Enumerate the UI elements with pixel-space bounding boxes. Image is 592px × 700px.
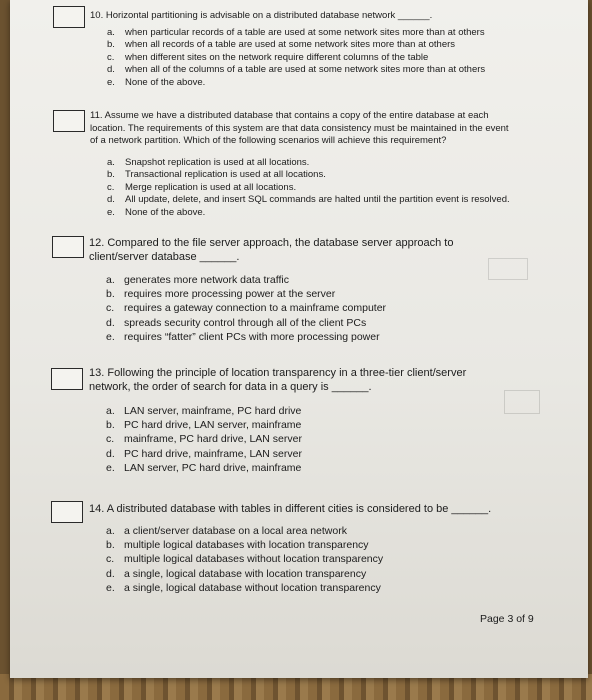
option-text: generates more network data traffic: [124, 274, 289, 286]
question-text-q13: 13. Following the principle of location transparency in a three-tier client/server network, the order of search for data in a query is ______.: [89, 367, 467, 393]
exam-page: [10, 0, 588, 678]
option-letter: d.: [106, 567, 115, 580]
option-q12-d[interactable]: [106, 316, 386, 330]
option-letter: c.: [107, 51, 115, 63]
answer-box-q14[interactable]: [51, 501, 83, 523]
option-q10-d[interactable]: [107, 64, 485, 76]
question-text-q12: 12. Compared to the file server approach, the database server approach to client/server database ______.: [89, 237, 454, 263]
option-letter: c.: [106, 433, 115, 446]
option-text: spreads security control through all of the client PCs: [124, 316, 367, 329]
page-number: Page 3 of 9: [480, 613, 534, 625]
option-letter: e.: [106, 330, 115, 343]
option-text: LAN server, PC hard drive, mainframe: [124, 461, 302, 474]
option-text: requires a gateway connection to a mainframe computer: [124, 302, 387, 315]
option-letter: b.: [107, 39, 115, 51]
option-text: when all records of a table are used at some network sites more than at others: [125, 39, 456, 51]
option-q14-e[interactable]: [106, 581, 383, 595]
option-text: PC hard drive, mainframe, LAN server: [124, 447, 302, 460]
question-text-q10: 10. Horizontal partitioning is advisable on a distributed database network ______.: [90, 10, 433, 21]
option-text: mainframe, PC hard drive, LAN server: [124, 433, 302, 446]
option-text: Transactional replication is used at all locations.: [125, 169, 326, 181]
options-q11: [107, 157, 510, 219]
option-letter: b.: [107, 169, 115, 181]
answer-box-q13[interactable]: [51, 368, 83, 390]
option-letter: a.: [106, 525, 115, 537]
option-q13-b[interactable]: [106, 418, 302, 432]
option-q12-b[interactable]: [106, 287, 386, 301]
option-q12-a[interactable]: [106, 273, 386, 287]
option-text: a single, logical database without location transparency: [124, 581, 381, 594]
option-letter: e.: [106, 461, 115, 474]
option-text: a client/server database on a local area network: [124, 525, 347, 537]
option-letter: a.: [106, 274, 115, 286]
option-text: when particular records of a table are used at some network sites more than at others: [125, 27, 485, 38]
option-q13-a[interactable]: [106, 404, 302, 418]
option-text: when all of the columns of a table are used at some network sites more than at others: [125, 64, 486, 76]
answer-box-q11[interactable]: [53, 110, 85, 132]
option-q14-b[interactable]: [106, 538, 383, 552]
option-q10-a[interactable]: [107, 27, 485, 39]
option-q13-e[interactable]: [106, 461, 302, 475]
option-letter: e.: [107, 76, 115, 88]
option-letter: d.: [107, 64, 115, 76]
option-text: multiple logical databases without location transparency: [124, 553, 384, 566]
option-text: PC hard drive, LAN server, mainframe: [124, 419, 302, 432]
option-letter: a.: [107, 27, 115, 38]
show-through-box: [504, 390, 540, 414]
options-q12: [106, 273, 386, 344]
option-letter: e.: [106, 581, 115, 594]
option-q10-b[interactable]: [107, 39, 485, 51]
option-q13-c[interactable]: [106, 432, 302, 446]
options-q10: [107, 27, 485, 89]
option-text: None of the above.: [125, 76, 206, 88]
option-letter: d.: [106, 447, 115, 460]
option-q11-a[interactable]: [107, 157, 510, 169]
option-letter: c.: [106, 553, 115, 566]
option-letter: d.: [106, 316, 115, 329]
answer-box-q10[interactable]: [53, 6, 85, 28]
option-text: multiple logical databases with location transparency: [124, 539, 369, 552]
option-q13-d[interactable]: [106, 447, 302, 461]
option-q14-a[interactable]: [106, 524, 383, 538]
option-text: requires “fatter” client PCs with more processing power: [124, 330, 380, 343]
options-q14: [106, 524, 383, 595]
option-q11-d[interactable]: [107, 194, 510, 206]
option-q14-d[interactable]: [106, 567, 383, 581]
option-text: requires more processing power at the server: [124, 288, 336, 301]
option-letter: c.: [106, 302, 115, 315]
option-text: All update, delete, and insert SQL commands are halted until the partition event is resolved.: [125, 194, 510, 206]
answer-box-q12[interactable]: [52, 236, 84, 258]
option-letter: c.: [107, 181, 115, 193]
option-q11-c[interactable]: [107, 182, 510, 194]
option-text: Snapshot replication is used at all locations.: [125, 157, 310, 168]
option-q10-c[interactable]: [107, 52, 485, 64]
option-q14-c[interactable]: [106, 552, 383, 566]
option-q11-b[interactable]: [107, 169, 510, 181]
question-text-q14: 14. A distributed database with tables in different cities is considered to be ______.: [89, 503, 492, 515]
option-text: Merge replication is used at all locations.: [125, 181, 297, 193]
option-text: when different sites on the network require different columns of the table: [125, 51, 429, 63]
option-text: None of the above.: [125, 206, 206, 218]
option-letter: e.: [107, 206, 115, 218]
option-letter: b.: [106, 288, 115, 301]
option-q10-e[interactable]: [107, 77, 485, 89]
option-letter: a.: [107, 157, 115, 168]
option-letter: d.: [107, 194, 115, 206]
option-letter: a.: [106, 405, 115, 417]
option-letter: b.: [106, 539, 115, 552]
options-q13: [106, 404, 302, 475]
option-q12-e[interactable]: [106, 330, 386, 344]
option-text: a single, logical database with location transparency: [124, 567, 367, 580]
option-text: LAN server, mainframe, PC hard drive: [124, 405, 302, 417]
option-letter: b.: [106, 419, 115, 432]
question-text-q11: 11. Assume we have a distributed database that contains a copy of the entire database at each location. The requirements of this system are that data consistency must be maintained in the event of a network partition. Which of the following scenarios will achieve this requirement?: [90, 110, 509, 146]
option-q12-c[interactable]: [106, 301, 386, 315]
option-q11-e[interactable]: [107, 207, 510, 219]
